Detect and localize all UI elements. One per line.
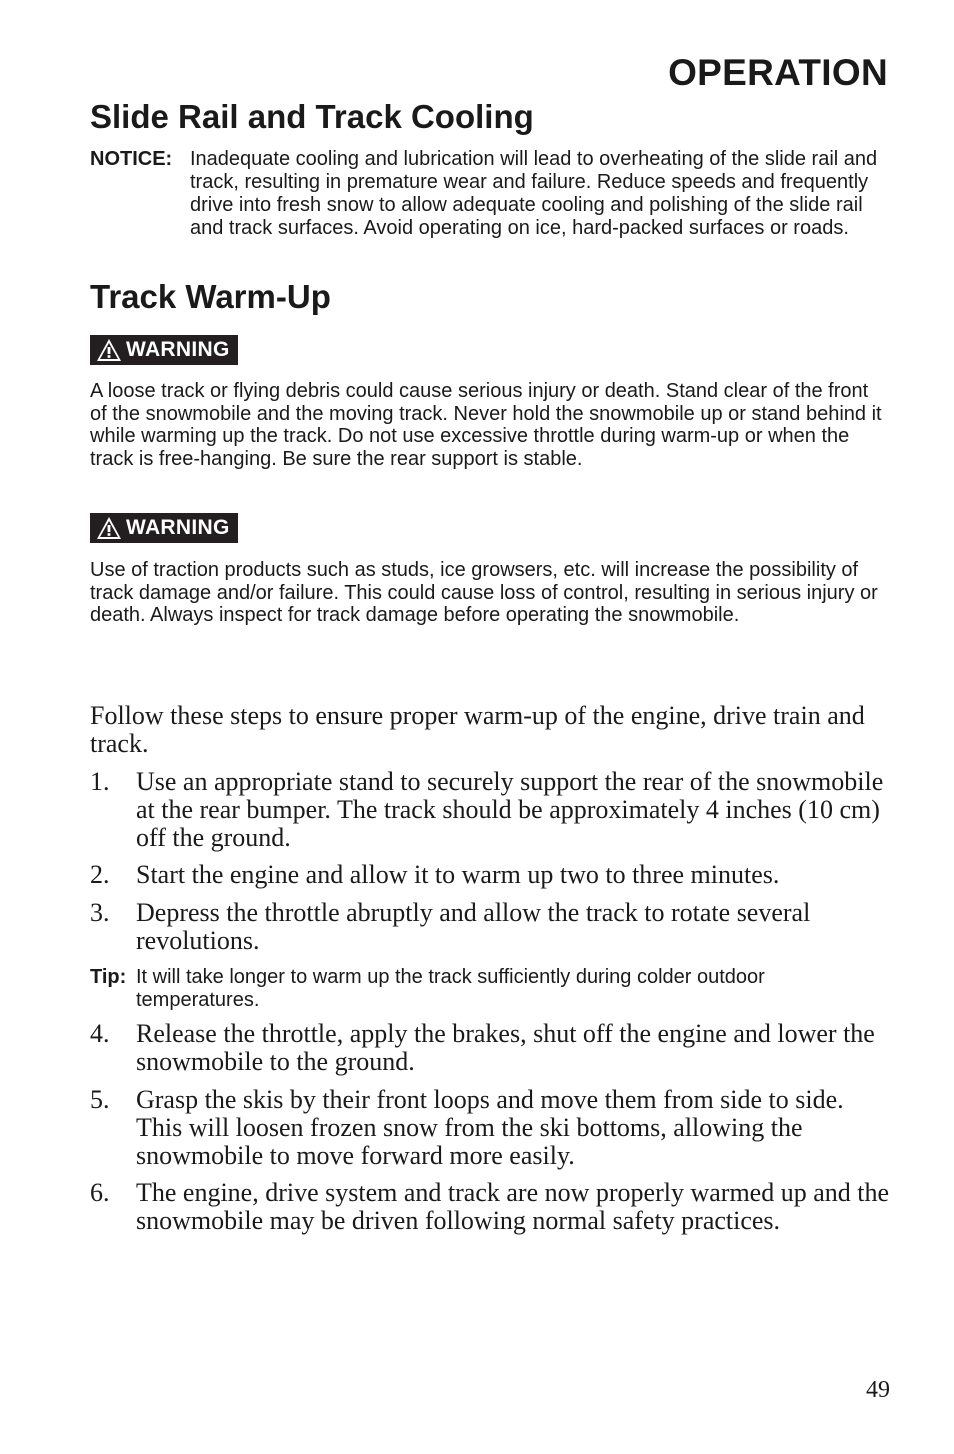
notice-text: Inadequate cooling and lubrication will lead to overheating of the slide rail and track, resulting in premature wear and failure. Reduce speeds and frequently drive into fresh snow to allow adequate cooling and polishing of the slide rail and track surfaces. Avoid operating on ice, hard-packed surfaces or roads.	[190, 148, 878, 239]
list-item	[90, 1020, 890, 1076]
warning-badge	[90, 335, 238, 365]
step-number: 1.	[90, 767, 110, 796]
step-text: Grasp the skis by their front loops and move them from side to side. This will loosen frozen snow from the ski bottoms, allowing the snowmobile to move forward more easily.	[136, 1085, 844, 1170]
warning-label: WARNING	[126, 338, 230, 361]
step-text: Use an appropriate stand to securely support the rear of the snowmobile at the rear bumper. The track should be approximately 4 inches (10 cm) off the ground.	[136, 767, 884, 852]
notice-label: NOTICE:	[90, 148, 173, 170]
list-item	[90, 899, 890, 955]
warning-triangle-icon	[95, 337, 123, 363]
warning-badge	[90, 513, 238, 543]
warning-label: WARNING	[126, 516, 230, 539]
tip-text: It will take longer to warm up the track sufficiently during colder outdoor temperatures.	[136, 966, 765, 1011]
tip-label: Tip:	[90, 966, 127, 988]
step-number: 4.	[90, 1019, 110, 1048]
tip-block	[90, 966, 890, 1012]
step-number: 5.	[90, 1085, 110, 1114]
warning-triangle-icon	[95, 515, 123, 541]
step-text: Start the engine and allow it to warm up two to three minutes.	[136, 860, 780, 889]
section-header: OPERATION	[668, 52, 888, 93]
list-item	[90, 1179, 890, 1235]
warning-text: A loose track or flying debris could cause serious injury or death. Stand clear of the front of the snowmobile and the moving track. Never hold the snowmobile up or stand behind it while warming up the track. Do not use excessive throttle during warm-up or when the track is free-hanging. Be sure the rear support is stable.	[90, 380, 882, 470]
step-text: Depress the throttle abruptly and allow the track to rotate several revolutions.	[136, 898, 811, 955]
list-item	[90, 768, 890, 852]
step-number: 6.	[90, 1178, 110, 1207]
track-warmup-heading: Track Warm-Up	[90, 278, 331, 315]
list-item	[90, 1086, 890, 1170]
page-number: 49	[866, 1377, 890, 1403]
slide-rail-heading: Slide Rail and Track Cooling	[90, 98, 534, 135]
step-number: 2.	[90, 860, 110, 889]
step-text: Release the throttle, apply the brakes, shut off the engine and lower the snowmobile to the ground.	[136, 1019, 875, 1076]
notice-block	[90, 148, 890, 240]
list-item	[90, 861, 890, 889]
step-number: 3.	[90, 898, 110, 927]
warning-text: Use of traction products such as studs, ice growsers, etc. will increase the possibility of track damage and/or failure. This could cause loss of control, resulting in serious injury or death. Always inspect for track damage before operating the snowmobile.	[90, 559, 878, 627]
intro-paragraph: Follow these steps to ensure proper warm-up of the engine, drive train and track.	[90, 701, 865, 758]
step-text: The engine, drive system and track are now properly warmed up and the snowmobile may be driven following normal safety practices.	[136, 1178, 890, 1235]
